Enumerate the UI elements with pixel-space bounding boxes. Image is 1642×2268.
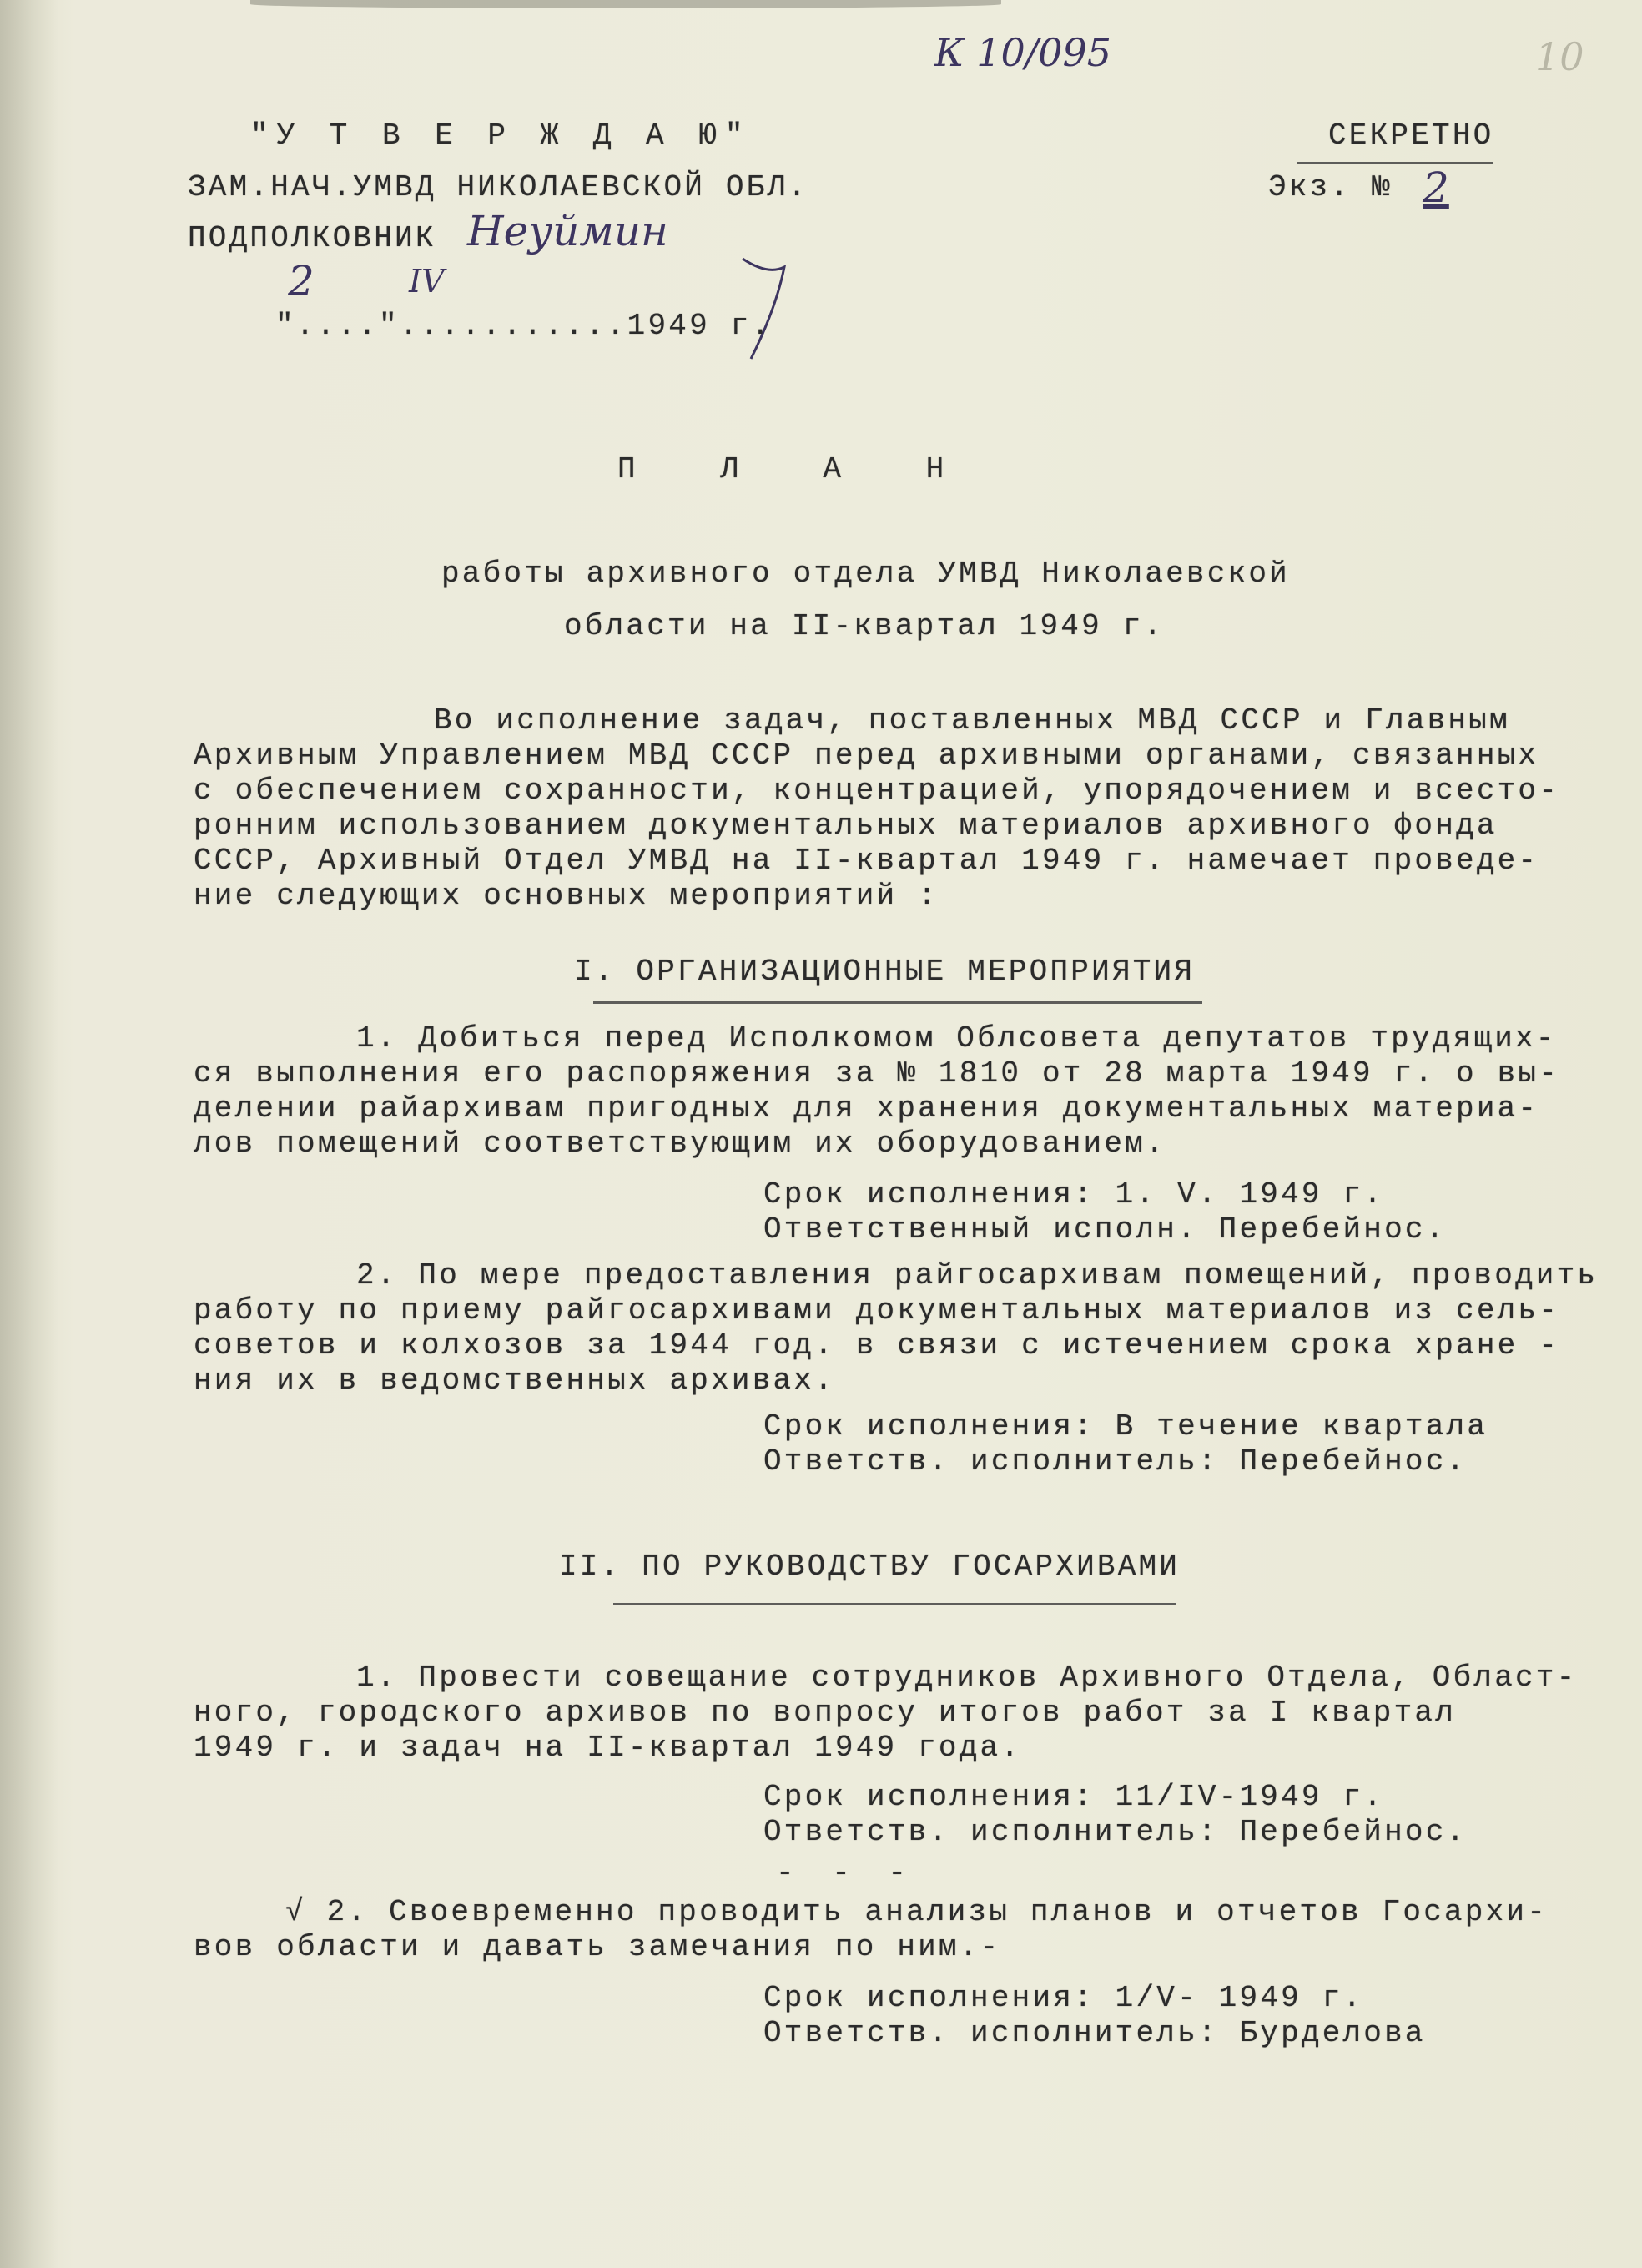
text-line: Срок исполнения: В течение квартала [763,1409,1488,1444]
text-line: работу по приему райгосархивами документальных материалов из сель- [194,1293,1560,1328]
section-heading [574,955,1195,990]
text-line: советов и колхозов за 1944 год. в связи с истечением срока хране - [194,1328,1560,1363]
text-line: Срок исполнения: 11/IV-1949 г. [763,1780,1385,1814]
approval-signature: Неуймин [467,207,668,255]
text-line: ние следующих основных мероприятий : [194,879,939,913]
text-line: Срок исполнения: 1. V. 1949 г. [763,1177,1385,1212]
text-line: 1949 г. и задач на II-квартал 1949 года. [194,1731,1022,1765]
approval-position: ЗАМ.НАЧ.УМВД НИКОЛАЕВСКОЙ ОБЛ. [188,170,809,204]
page-number: 10 [1535,34,1584,79]
intro-paragraph [194,703,1559,914]
approval-rank: ПОДПОЛКОВНИК [188,221,436,255]
plan-item-deadline-responsible [763,1780,1467,1850]
plan-item [194,1021,1559,1162]
approval-date-day: 2 [288,257,315,305]
section-heading [559,1550,1180,1585]
document-subtitle-line: работы архивного отдела УМВД Николаевской [441,557,1290,591]
section-heading-underline [613,1603,1176,1605]
approval-date-line: "...."...........1949 г. [275,309,773,343]
approval-heading: "У Т В Е Р Ж Д А Ю" [250,118,752,153]
page-top-shadow [250,0,1001,8]
separator-dashes: - - - [776,1856,917,1890]
plan-item-deadline-responsible [763,1177,1447,1247]
text-line: Ответств. исполнитель: Перебейнос. [763,1815,1468,1849]
plan-item-deadline-responsible [763,1409,1488,1479]
text-line: 1. Провести совещание сотрудников Архивного Отдела, Област- [356,1661,1578,1695]
text-line: Срок исполнения: 1/V- 1949 г. [763,1981,1364,2015]
page-edge-shadow [0,0,58,2268]
signature-stroke [734,242,834,367]
text-line: ся выполнения его распоряжения за № 1810 от 28 марта 1949 г. о вы- [194,1056,1560,1091]
plan-item [194,1661,1577,1766]
plan-item [194,1895,1548,1965]
text-line: вов области и давать замечания по ним.- [194,1930,1001,1964]
text-line: I. ОРГАНИЗАЦИОННЫЕ МЕРОПРИЯТИЯ [574,955,1196,989]
text-line: 2. По мере предоставления райгосархивам помещений, проводить [356,1258,1599,1293]
copy-label: Экз. № [1268,170,1393,204]
plan-item [194,1258,1598,1399]
text-line: ния их в ведомственных архивах. [194,1363,835,1398]
plan-item-deadline-responsible [763,1981,1426,2051]
text-line: Ответств. исполнитель: Бурделова [763,2016,1426,2050]
classification-label: СЕКРЕТНО [1328,118,1494,153]
text-line: Во исполнение задач, поставленных МВД СССР и Главным [434,703,1510,738]
approval-date-month: IV [409,263,445,300]
document-subtitle-line: области на II-квартал 1949 г. [564,609,1165,643]
archive-number: К 10/095 [934,30,1112,75]
text-line: СССР, Архивный Отдел УМВД на II-квартал 1949 г. намечает проведе- [194,844,1539,878]
text-line: лов помещений соответствующим их оборудованием. [194,1126,1166,1161]
text-line: II. ПО РУКОВОДСТВУ ГОСАРХИВАМИ [559,1550,1181,1584]
section-heading-underline [593,1001,1202,1004]
text-line: ронним использованием документальных материалов архивного фонда [194,809,1498,843]
classification-rule [1297,162,1493,164]
text-line: Ответств. исполнитель: Перебейнос. [763,1444,1468,1479]
text-line: ного, городского архивов по вопросу итогов работ за I квартал [194,1696,1457,1730]
text-line: Архивным Управлением МВД СССР перед архивными органами, связанных [194,738,1539,773]
text-line: делении райархивам пригодных для хранения документальных материа- [194,1091,1539,1126]
text-line: √ 2. Своевременно проводить анализы планов и отчетов Госархи- [285,1895,1549,1929]
text-line: Ответственный исполн. Перебейнос. [763,1212,1447,1247]
text-line: 1. Добиться перед Исполкомом Облсовета депутатов трудящих- [356,1021,1557,1056]
text-line: с обеспечением сохранности, концентрацией, упорядочением и всесто- [194,774,1560,808]
document-title: П Л А Н [617,452,978,486]
copy-number: 2 [1423,164,1449,212]
